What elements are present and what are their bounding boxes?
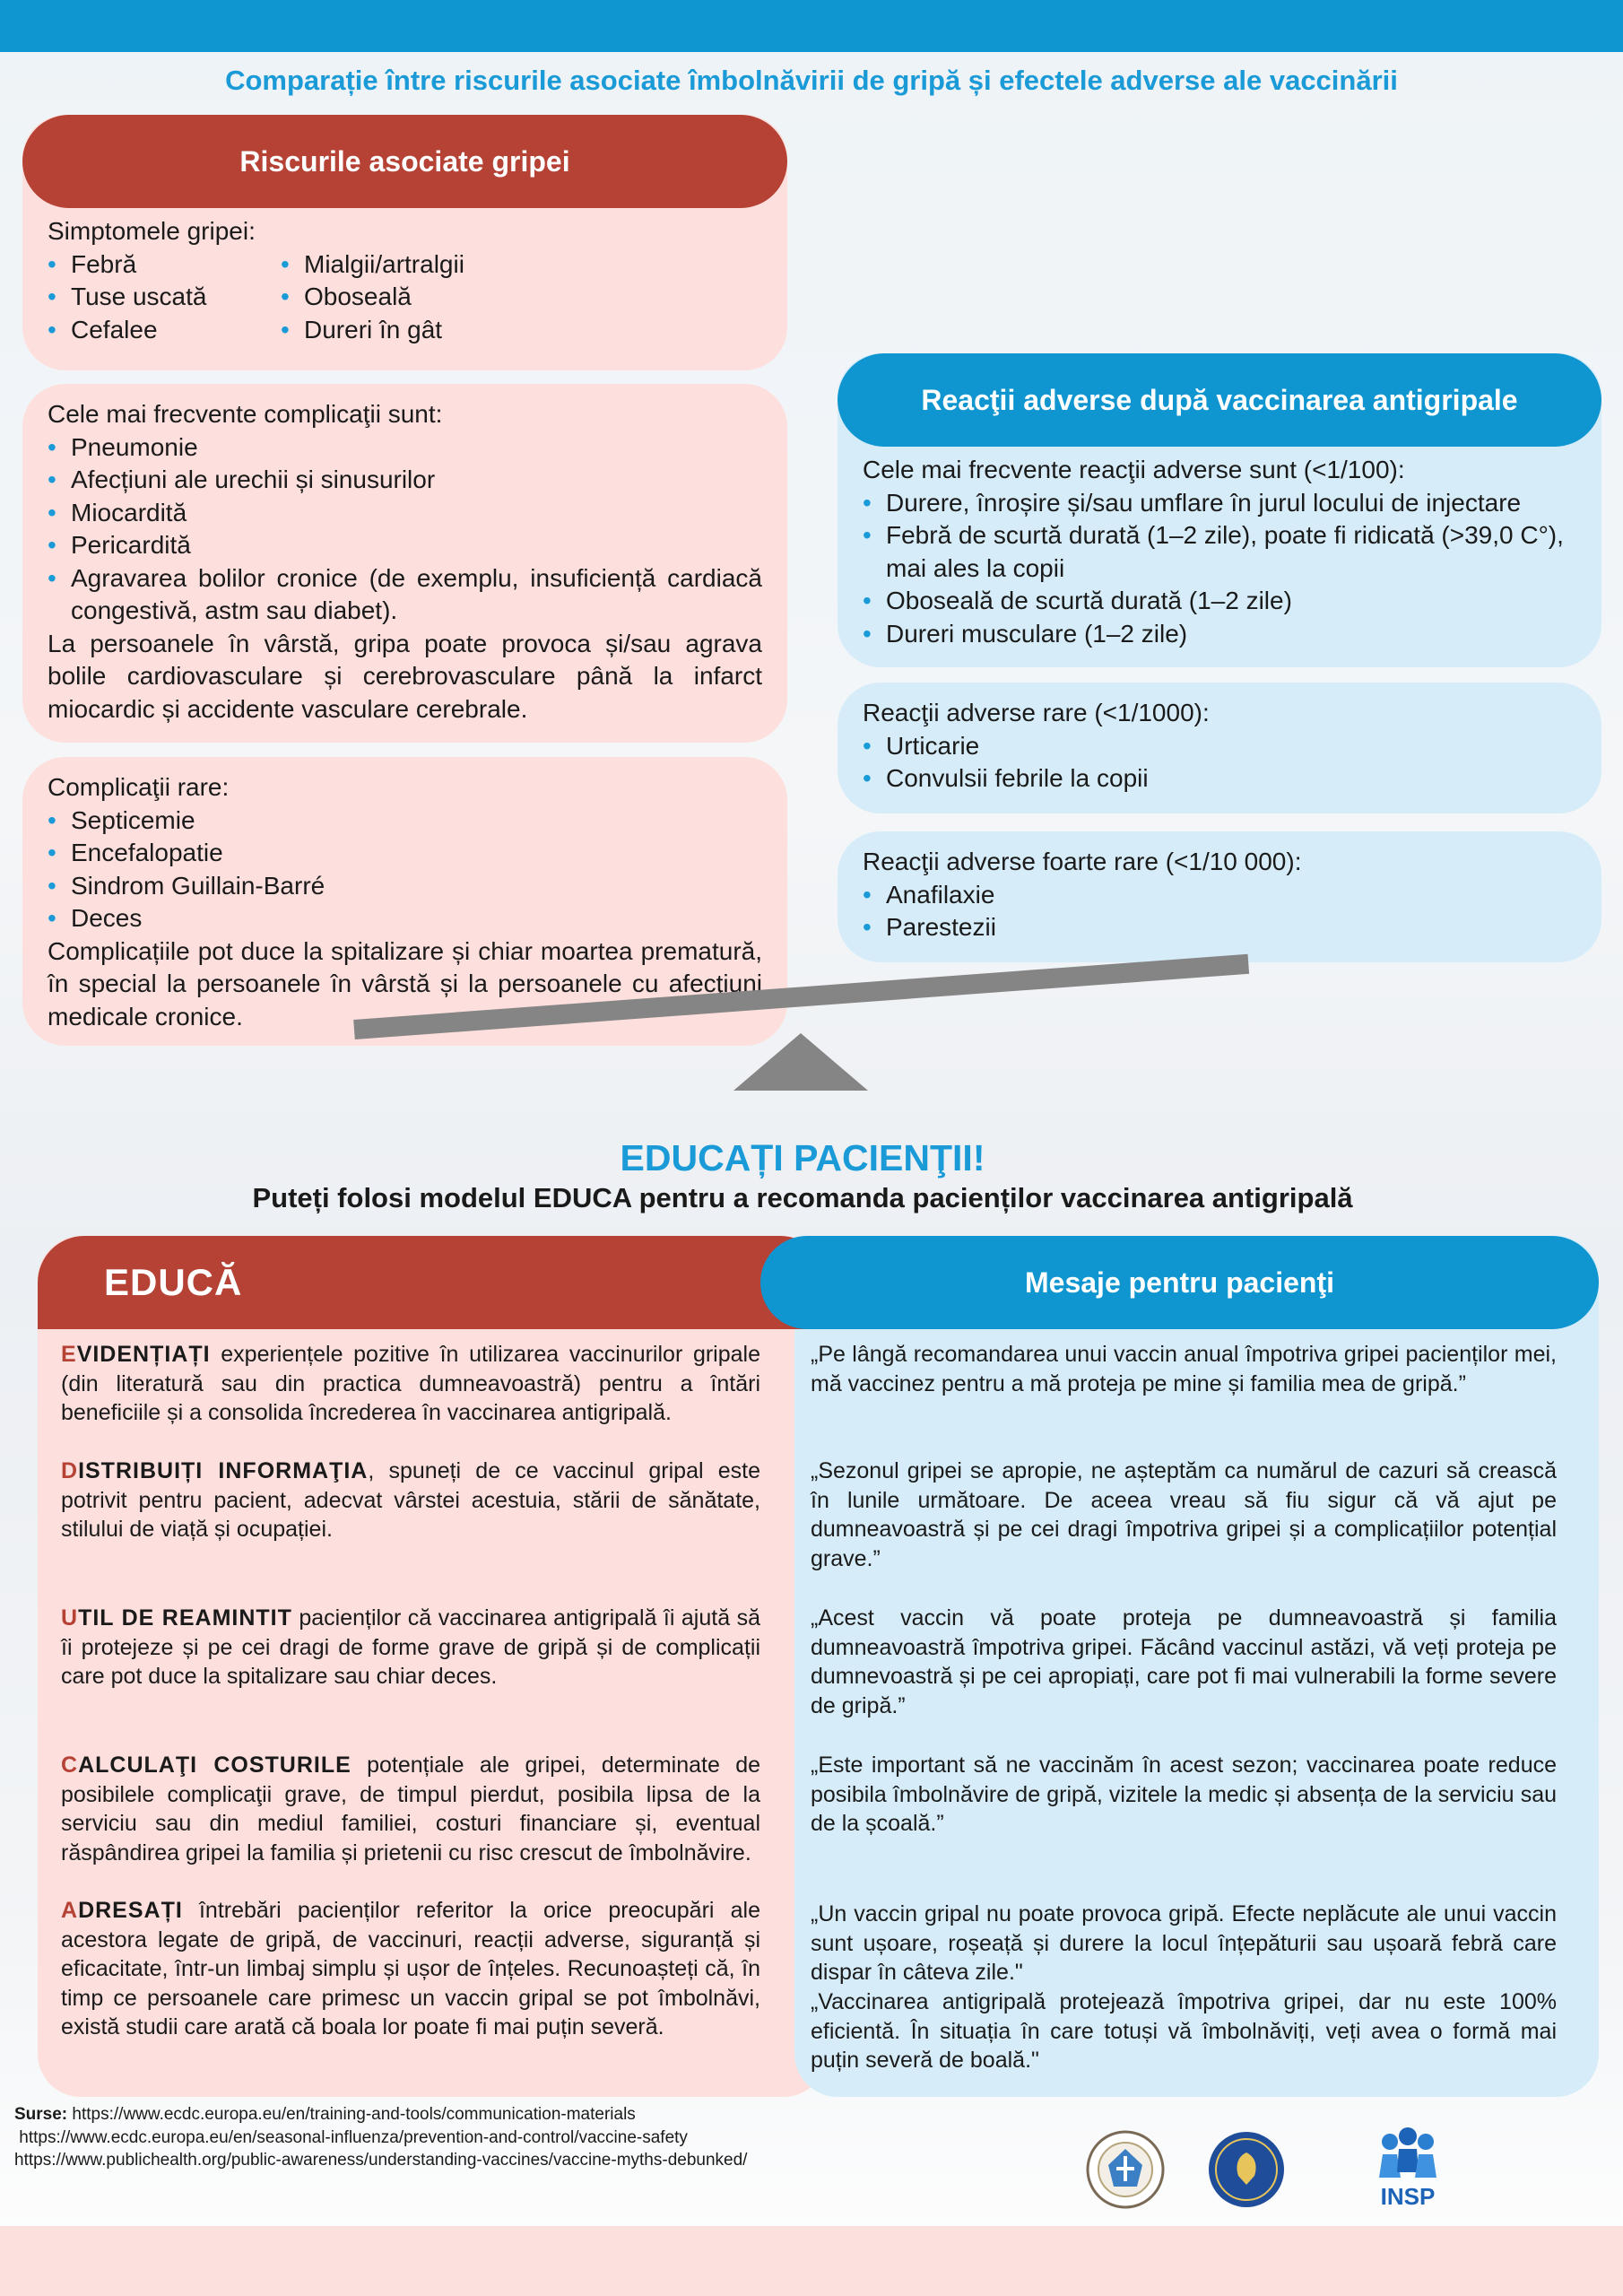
complications-note: La persoanele în vârstă, gripa poate provoca și/sau agrava bolile cardiovasculare și cerebrovasculare până la infarct miocardic și accidente vasculare cerebrale. (48, 629, 762, 723)
list-item: • Anafilaxie (863, 879, 1585, 912)
patient-message: „Sezonul gripei se apropie, ne așteptăm ca numărul de cazuri să crească în lunile următoare. De aceea vreau să fiu sigur că vă ajut pe dumneavoastră și pe cei dragi împotriva gripei și a complicațiilor potențial grave.” (811, 1458, 1557, 1571)
rare-adverse-list (863, 730, 1585, 796)
symptoms-list-2 (281, 248, 514, 347)
complications-lead: Cele mai frecvente complicaţii sunt: (48, 400, 443, 428)
guvernul-romaniei-logo (1206, 2129, 1287, 2210)
list-item: • Convulsii febrile la copii (863, 762, 1585, 796)
educa-text: pacienților că vaccinarea antigripală îi ajută să îi protejeze și pe cei dragi de forme grave de gripă și de complicații care pot duce la spitalizare sau chiar deces. (61, 1605, 760, 1689)
common-adverse-lead: Cele mai frecvente reacţii adverse sunt (<1/100): (863, 456, 1405, 483)
list-item: • Pneumonie (48, 431, 762, 465)
bottom-bar (0, 2226, 1623, 2296)
list-item: • Dureri musculare (1–2 zile) (863, 618, 1585, 651)
page-title: Comparație între riscurile asociate îmbolnăvirii de gripă și efectele adverse ale vaccinării (225, 65, 1398, 96)
adverse-heading: Reacţii adverse după vaccinarea antigripale (838, 353, 1601, 447)
educa-item-d (61, 1457, 760, 1544)
insp-logo (1363, 2126, 1453, 2212)
educa-text: potențiale ale gripei, determinate de posibilele complicaţii grave, de timpul pierdut, posibila lipsa de la serviciu sau din mediul familiei, costuri financiare și, eventual răspândirea gripei la familia și prietenii cu risc crescut de îmbolnăvire. (61, 1752, 760, 1866)
risks-heading: Riscurile asociate gripei (22, 115, 787, 208)
list-item: • Septicemie (48, 804, 762, 838)
educate-title: EDUCAȚI PACIENŢII! (620, 1137, 985, 1178)
educa-item-e (61, 1340, 760, 1428)
educa-text: întrebări pacienților referitor la orice preocupări ale acestora legate de gripă, de vaccinuri, reacții adverse, siguranță și eficacitate, într-un limbaj simplu și ușor de înțeles. Recunoașteți că, în timp ce persoanele care primesc un vaccin gripal se pot îmbolnăvi, există studii care arată că boala lor poate fi mai puțin severă. (61, 1898, 760, 2039)
very-rare-adverse-list (863, 879, 1585, 944)
list-item: • Cefalee (48, 314, 281, 347)
dsp-constanta-logo (1085, 2129, 1166, 2210)
symptoms-list-1 (48, 248, 281, 347)
rare-complications-list (48, 804, 762, 935)
patient-message: „Este important să ne vaccinăm în acest sezon; vaccinarea poate reduce posibila îmbolnăvire de gripă, vizitele la medic și absența de la serviciu sau de la școală.” (811, 1752, 1557, 1836)
source-link[interactable]: https://www.ecdc.europa.eu/en/training-and-tools/communication-materials (72, 2105, 636, 2124)
list-item: • Tuse uscată (48, 281, 281, 314)
patient-message: „Pe lângă recomandarea unui vaccin anual împotriva gripei pacienților mei, mă vaccinez pentru a mă proteja pe mine și familia mea de gripă.” (811, 1342, 1557, 1396)
educa-letter: U (61, 1605, 79, 1631)
rare-adverse-lead: Reacţii adverse rare (<1/1000): (863, 699, 1210, 726)
educa-keyword: ISTRIBUIȚI INFORMAŢIA (78, 1458, 369, 1483)
educa-text: , spuneți de ce vaccinul gripal este potrivit pentru pacient, adecvat vârstei acestuia, stării de sănătate, stilului de viață și ocupației. (61, 1458, 760, 1542)
patient-message: „Acest vaccin vă poate proteja pe dumneavoastră și familia dumneavoastră împotriva gripei. Făcând vaccinul astăzi, vă veți proteja pe dumnevoastră și pe cei apropiați, care pot fi mai vulnerabili la forme severe de gripă.” (811, 1605, 1557, 1718)
educa-keyword: TIL DE REAMINTIT (78, 1605, 292, 1631)
source-link[interactable]: https://www.publichealth.org/public-awareness/understanding-vaccines/vaccine-myths-debunked/ (14, 2151, 748, 2170)
list-item: • Mialgii/artralgii (281, 248, 514, 282)
educa-heading (38, 1236, 827, 1329)
educa-keyword: ALCULAŢI COSTURILE (78, 1752, 352, 1778)
list-item: • Pericardită (48, 529, 762, 562)
list-item: • Deces (48, 902, 762, 935)
complications-card (22, 384, 787, 743)
sources (14, 2103, 747, 2172)
list-item: • Sindrom Guillain-Barré (48, 870, 762, 903)
source-link[interactable]: https://www.ecdc.europa.eu/en/seasonal-influenza/prevention-and-control/vaccine-safety (14, 2127, 688, 2147)
rare-adverse-card (838, 683, 1601, 813)
educa-item-c (61, 1751, 760, 1867)
common-adverse-list (863, 487, 1585, 651)
list-item: • Afecțiuni ale urechii și sinusurilor (48, 464, 762, 497)
insp-logo-text: INSP (1380, 2183, 1436, 2210)
top-bar (0, 0, 1623, 52)
educa-keyword: DRESAȚI (78, 1898, 183, 1923)
educa-text: experiențele pozitive în utilizarea vaccinurilor gripale (din literatură sau din practica dumneavoastră) pentru a întări beneficiile și a consolida încrederea în vaccinarea antigripală. (61, 1342, 760, 1425)
patient-message: „Un vaccin gripal nu poate provoca gripă. Efecte neplăcute ale unui vaccin sunt ușoare, roșeață și durere la locul înțepăturii sau ușoară febră care dispar în câteva zile." (811, 1901, 1557, 1985)
educa-letter: E (61, 1342, 77, 1367)
list-item: • Febră (48, 248, 281, 282)
list-item: • Agravarea bolilor cronice (de exemplu, insuficiență cardiacă congestivă, astm sau diabet). (48, 562, 762, 628)
list-item: • Encefalopatie (48, 837, 762, 870)
scale-fulcrum (733, 1033, 868, 1091)
list-item: • Parestezii (863, 911, 1585, 944)
list-item: • Oboseală de scurtă durată (1–2 zile) (863, 585, 1585, 618)
patient-message: „Vaccinarea antigripală protejează împotriva gripei, dar nu este 100% eficientă. În situația în care totuși vă îmbolnăviți, veți avea o formă mai puțin severă de boală." (811, 1989, 1557, 2073)
educa-item-u (61, 1604, 760, 1692)
very-rare-adverse-lead: Reacţii adverse foarte rare (<1/10 000): (863, 848, 1302, 875)
list-item: • Miocardită (48, 497, 762, 530)
educa-letter: C (61, 1752, 79, 1778)
list-item: • Urticarie (863, 730, 1585, 763)
sources-label: Surse: (14, 2105, 68, 2124)
educa-item-a (61, 1896, 760, 2042)
very-rare-adverse-card (838, 831, 1601, 962)
educa-keyword: VIDENȚIAȚI (76, 1342, 211, 1367)
messages-heading: Mesaje pentru pacienţi (760, 1236, 1599, 1329)
list-item: • Durere, înroșire și/sau umflare în jurul locului de injectare (863, 487, 1585, 520)
list-item: • Dureri în gât (281, 314, 514, 347)
educa-heading-text: EDUCĂ (104, 1261, 243, 1303)
rare-complications-lead: Complicaţii rare: (48, 773, 230, 801)
rare-complications-note: Complicațiile pot duce la spitalizare și chiar moartea prematură, în special la persoanele în vârstă și la persoanele cu afecţiuni medicale cronice. (48, 936, 762, 1031)
complications-list (48, 431, 762, 628)
list-item: • Febră de scurtă durată (1–2 zile), poate fi ridicată (>39,0 C°), mai ales la copii (863, 519, 1585, 585)
educa-letter: D (61, 1458, 79, 1483)
symptoms-lead: Simptomele gripei: (48, 217, 256, 245)
list-item: • Oboseală (281, 281, 514, 314)
educate-subtitle: Puteți folosi modelul EDUCA pentru a recomanda pacienților vaccinarea antigripală (252, 1182, 1353, 1213)
educa-letter: A (61, 1898, 79, 1923)
